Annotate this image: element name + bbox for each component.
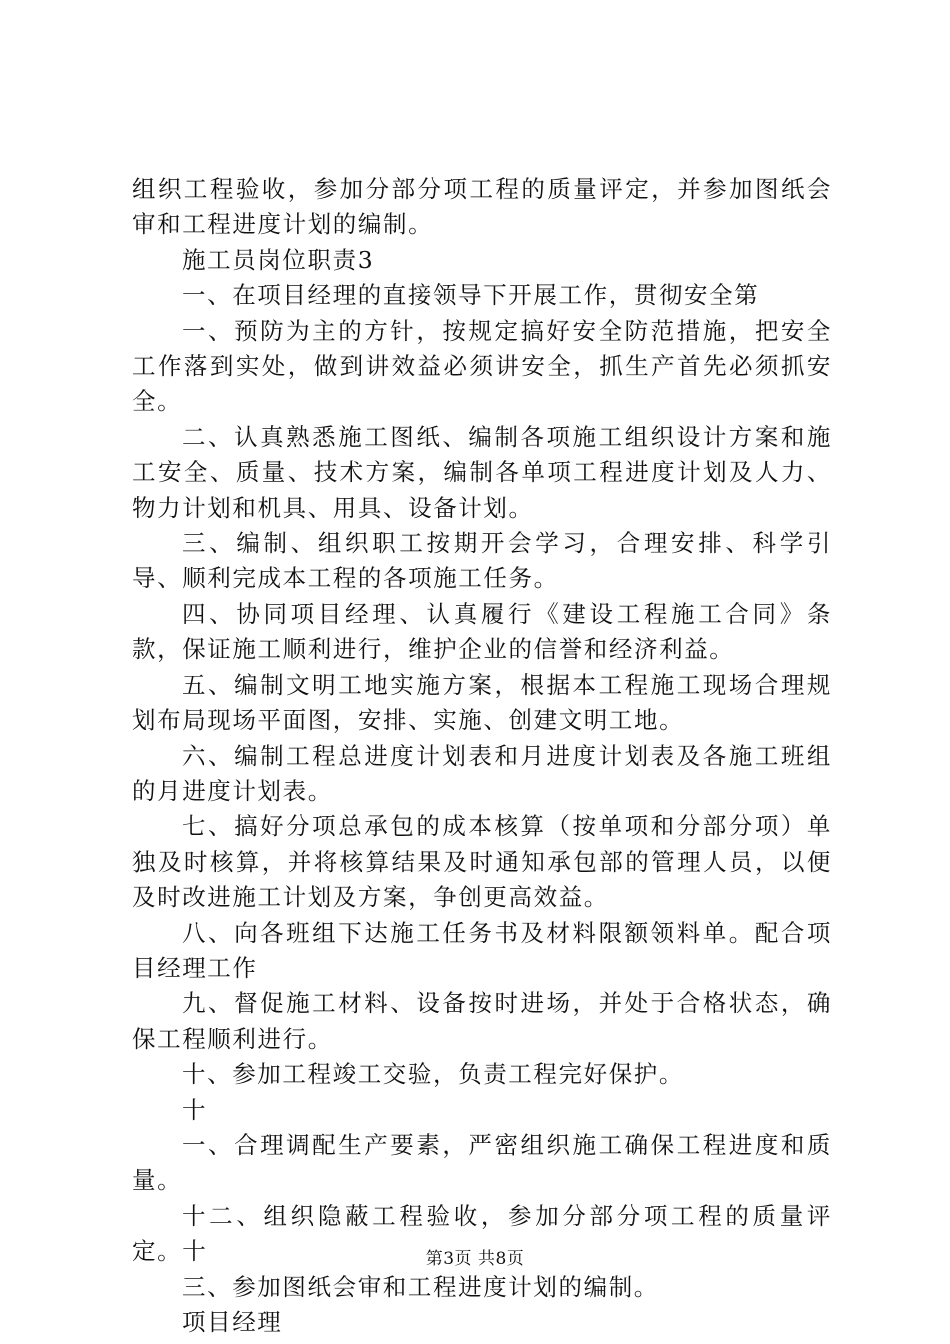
paragraph: 一、预防为主的方针，按规定搞好安全防范措施，把安全工作落到实处，做到讲效益必须讲安全，抓生产首先必须抓安全。: [132, 316, 832, 416]
paragraph: 三、参加图纸会审和工程进度计划的编制。: [182, 1272, 659, 1301]
paragraph: 七、搞好分项总承包的成本核算（按单项和分部分项）单独及时核算，并将核算结果及时通知承包部的管理人员，以便及时改进施工计划及方案，争创更高效益。: [132, 812, 832, 912]
paragraph: 五、编制文明工地实施方案，根据本工程施工现场合理规划布局现场平面图，安排、实施、创建文明工地。: [132, 670, 832, 735]
paragraph: 六、编制工程总进度计划表和月进度计划表及各施工班组的月进度计划表。: [132, 741, 832, 805]
paragraph: 二、认真熟悉施工图纸、编制各项施工组织设计方案和施工安全、质量、技术方案，编制各单项工程进度计划及人力、物力计划和机具、用具、设备计划。: [132, 422, 832, 522]
paragraph: 一、在项目经理的直接领导下开展工作，贯彻安全第: [182, 281, 760, 310]
paragraph: 四、协同项目经理、认真履行《建设工程施工合同》条款，保证施工顺利进行，维护企业的信誉和经济利益。: [132, 599, 832, 664]
paragraph: 施工员岗位职责3: [182, 245, 375, 274]
paragraph: 一、合理调配生产要素，严密组织施工确保工程进度和质量。: [132, 1130, 832, 1195]
paragraph: 九、督促施工材料、设备按时进场，并处于合格状态，确保工程顺利进行。: [132, 989, 832, 1053]
document-body: [132, 172, 832, 1340]
paragraph: 组织工程验收，参加分部分项工程的质量评定，并参加图纸会审和工程进度计划的编制。: [132, 175, 832, 239]
paragraph: 八、向各班组下达施工任务书及材料限额领料单。配合项目经理工作: [132, 918, 832, 982]
paragraph: 十二、组织隐蔽工程验收，参加分部分项工程的质量评定。十: [132, 1201, 832, 1266]
page-number-footer: 第3页 共8页: [425, 1249, 525, 1269]
paragraph: 十、参加工程竣工交验，负责工程完好保护。: [182, 1060, 684, 1089]
paragraph: 十: [182, 1095, 208, 1124]
paragraph: 项目经理: [182, 1308, 283, 1336]
paragraph: 三、编制、组织职工按期开会学习，合理安排、科学引导、顺利完成本工程的各项施工任务。: [132, 529, 832, 593]
